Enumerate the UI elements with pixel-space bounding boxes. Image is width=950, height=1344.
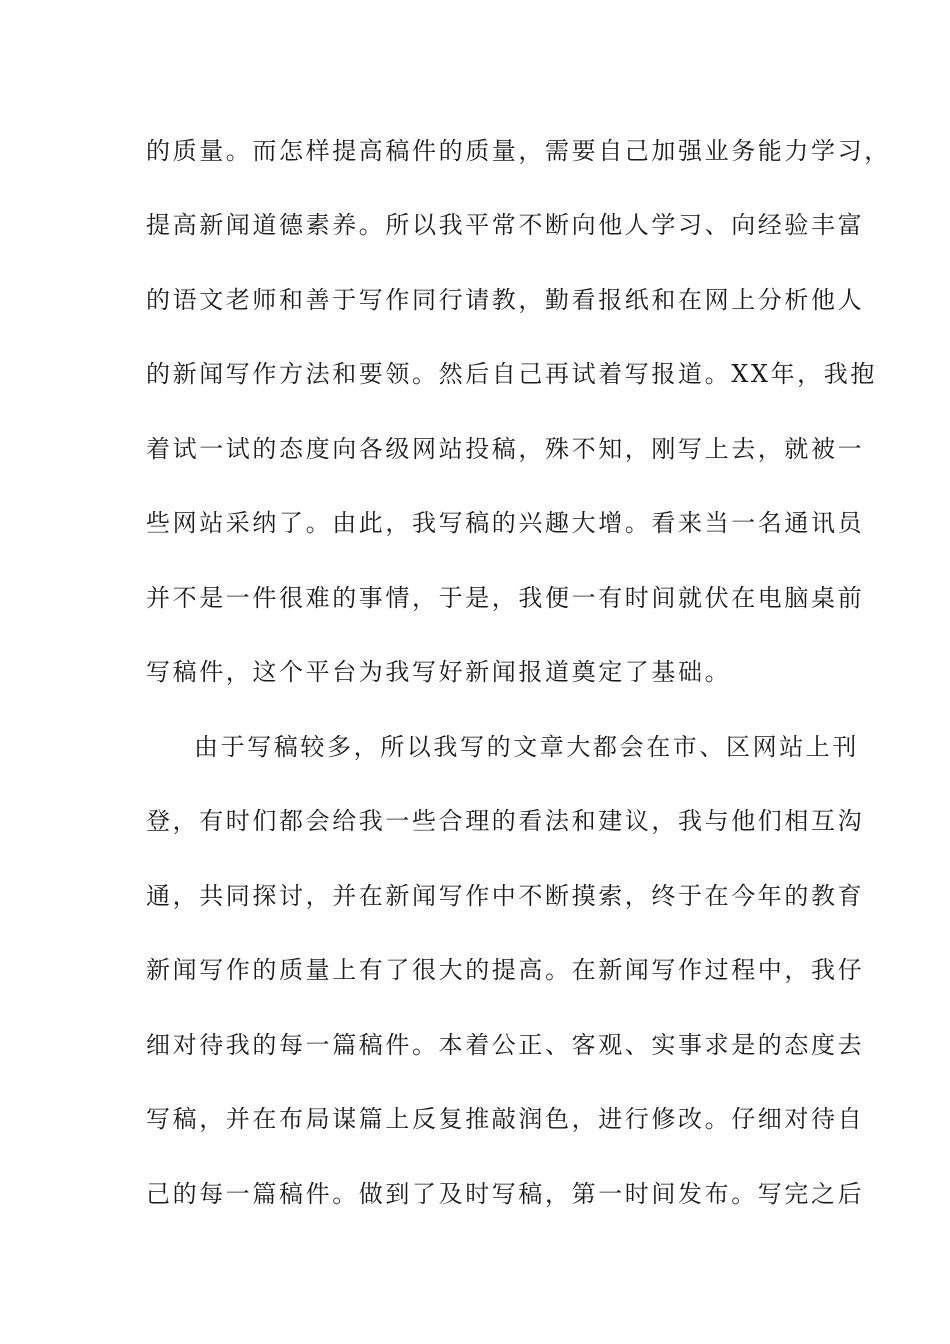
text-line: 新闻写作的质量上有了很大的提高。在新闻写作过程中，我仔 — [146, 956, 865, 984]
text-line: 些网站采纳了。由此，我写稿的兴趣大增。看来当一名通讯员 — [146, 509, 865, 537]
text-line: 写稿，并在布局谋篇上反复推敲润色，进行修改。仔细对待自 — [146, 1105, 865, 1133]
text-line: 的质量。而怎样提高稿件的质量，需要自己加强业务能力学习， — [146, 137, 891, 165]
text-line: 的语文老师和善于写作同行请教，勤看报纸和在网上分析他人 — [146, 286, 865, 314]
text-line: 己的每一篇稿件。做到了及时写稿，第一时间发布。写完之后 — [146, 1180, 865, 1208]
text-line: 的新闻写作方法和要领。然后自己再试着写报道。XX年，我抱 — [146, 360, 877, 388]
text-line: 提高新闻道德素养。所以我平常不断向他人学习、向经验丰富 — [146, 211, 865, 239]
text-line: 细对待我的每一篇稿件。本着公正、客观、实事求是的态度去 — [146, 1031, 865, 1059]
text-line: 通，共同探讨，并在新闻写作中不断摸索，终于在今年的教育 — [146, 882, 865, 910]
text-line: 写稿件，这个平台为我写好新闻报道奠定了基础。 — [146, 658, 732, 686]
text-line: 登，有时们都会给我一些合理的看法和建议，我与他们相互沟 — [146, 807, 865, 835]
text-line: 着试一试的态度向各级网站投稿，殊不知，刚写上去，就被一 — [146, 435, 865, 463]
text-line: 并不是一件很难的事情，于是，我便一有时间就伏在电脑桌前 — [146, 584, 865, 612]
text-line: 由于写稿较多，所以我写的文章大都会在市、区网站上刊 — [194, 733, 859, 761]
